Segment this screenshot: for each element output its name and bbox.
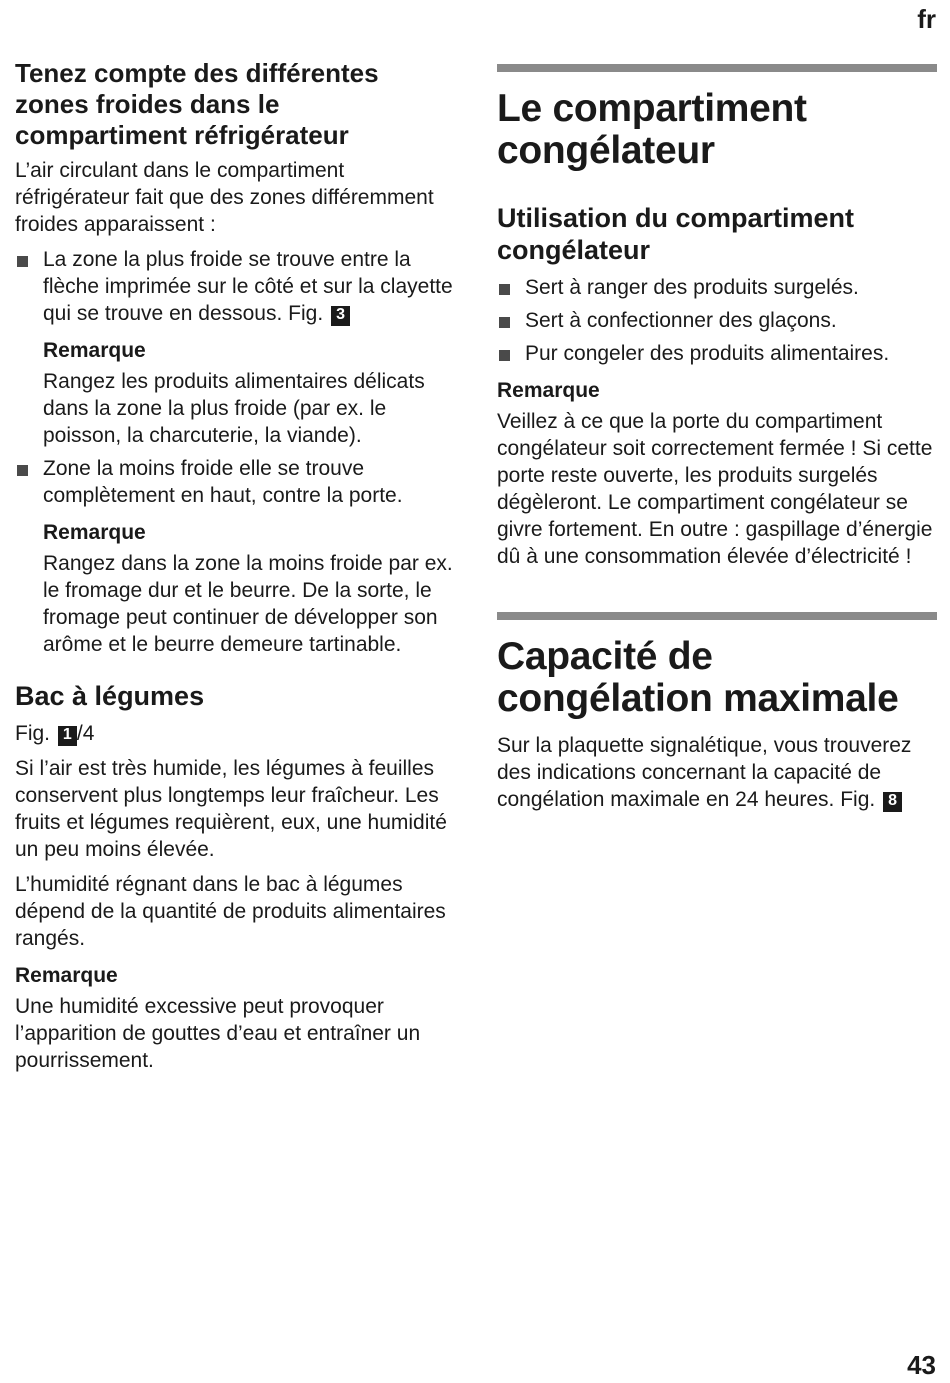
list-item (497, 340, 937, 367)
bac-paragraph-1: Si l’air est très humide, les légumes à feuilles conservent plus longtemps leur fraîcheur. Les fruits et légumes requièrent, eux, une humidité un peu moins élevée. (15, 757, 447, 861)
note-title: Remarque (15, 964, 118, 987)
bac-heading: Bac à légumes (15, 681, 205, 711)
list-item-text: Sert à confectionner des glaçons. (525, 309, 837, 332)
note-text: Une humidité excessive peut provoquer l’apparition de gouttes d’eau et entraîner un pourrissement. (15, 995, 421, 1072)
zones-heading: Tenez compte des différentes zones froides dans le compartiment réfrigérateur (15, 58, 379, 150)
square-bullet-icon (499, 350, 510, 361)
capacite-text-block (497, 732, 937, 813)
congelateur-list (497, 274, 937, 367)
note-title: Remarque (43, 339, 146, 362)
list-item (15, 246, 455, 449)
zones-bullet-2-text: Zone la moins froide elle se trouve complètement en haut, contre la porte. (43, 457, 403, 507)
figure-ref-badge: 8 (883, 792, 902, 812)
language-code: fr (917, 4, 936, 34)
note-title: Remarque (497, 379, 600, 402)
list-item (15, 455, 455, 658)
list-item (497, 307, 937, 334)
square-bullet-icon (499, 284, 510, 295)
congelateur-heading: Le compartiment congélateur (497, 87, 807, 172)
figure-ref-badge: 1 (58, 726, 77, 746)
bac-paragraph-2: L’humidité régnant dans le bac à légumes dépend de la quantité de produits alimentaires rangés. (15, 873, 446, 950)
zones-intro: L’air circulant dans le compartiment réfrigérateur fait que des zones différemment froides apparaissent : (15, 159, 434, 236)
congelateur-subheading: Utilisation du compartiment congélateur (497, 203, 855, 265)
section-rule (497, 64, 937, 72)
right-column (497, 64, 937, 821)
figure-ref-badge: 3 (331, 306, 350, 326)
note-text: Rangez les produits alimentaires délicats dans la zone la plus froide (par ex. le poisson, la charcuterie, la viande). (43, 370, 425, 447)
capacite-text: Sur la plaquette signalétique, vous trouverez des indications concernant la capacité de congélation maximale en 24 heures. Fig. (497, 734, 912, 811)
list-item-text: Sert à ranger des produits surgelés. (525, 276, 859, 299)
left-column (15, 58, 455, 1082)
note-text: Rangez dans la zone la moins froide par ex. le fromage dur et le beurre. De la sorte, le fromage peut continuer de développer son arôme et le beurre demeure tartinable. (43, 552, 453, 656)
fig-suffix: /4 (76, 722, 95, 745)
bac-figure-ref (15, 720, 455, 747)
page-number: 43 (907, 1350, 936, 1380)
list-item-text: Pur congeler des produits alimentaires. (525, 342, 890, 365)
square-bullet-icon (17, 256, 28, 267)
square-bullet-icon (17, 465, 28, 476)
note-title: Remarque (43, 521, 146, 544)
capacite-heading: Capacité de congélation maximale (497, 635, 899, 720)
square-bullet-icon (499, 317, 510, 328)
zones-list (15, 246, 455, 658)
list-item (497, 274, 937, 301)
zones-bullet-1-text: La zone la plus froide se trouve entre la flèche imprimée sur le côté et sur la clayette qui se trouve en dessous. Fig. (43, 248, 453, 325)
section-rule (497, 612, 937, 620)
note-text: Veillez à ce que la porte du compartiment congélateur soit correctement fermée ! Si cette porte reste ouverte, les produits surgelés dégèleront. Le compartiment congélateur se givre fortement. En outre : gaspillage d’énergie dû à une consommation élevée d’électricité ! (497, 410, 933, 568)
fig-prefix: Fig. (15, 722, 51, 745)
